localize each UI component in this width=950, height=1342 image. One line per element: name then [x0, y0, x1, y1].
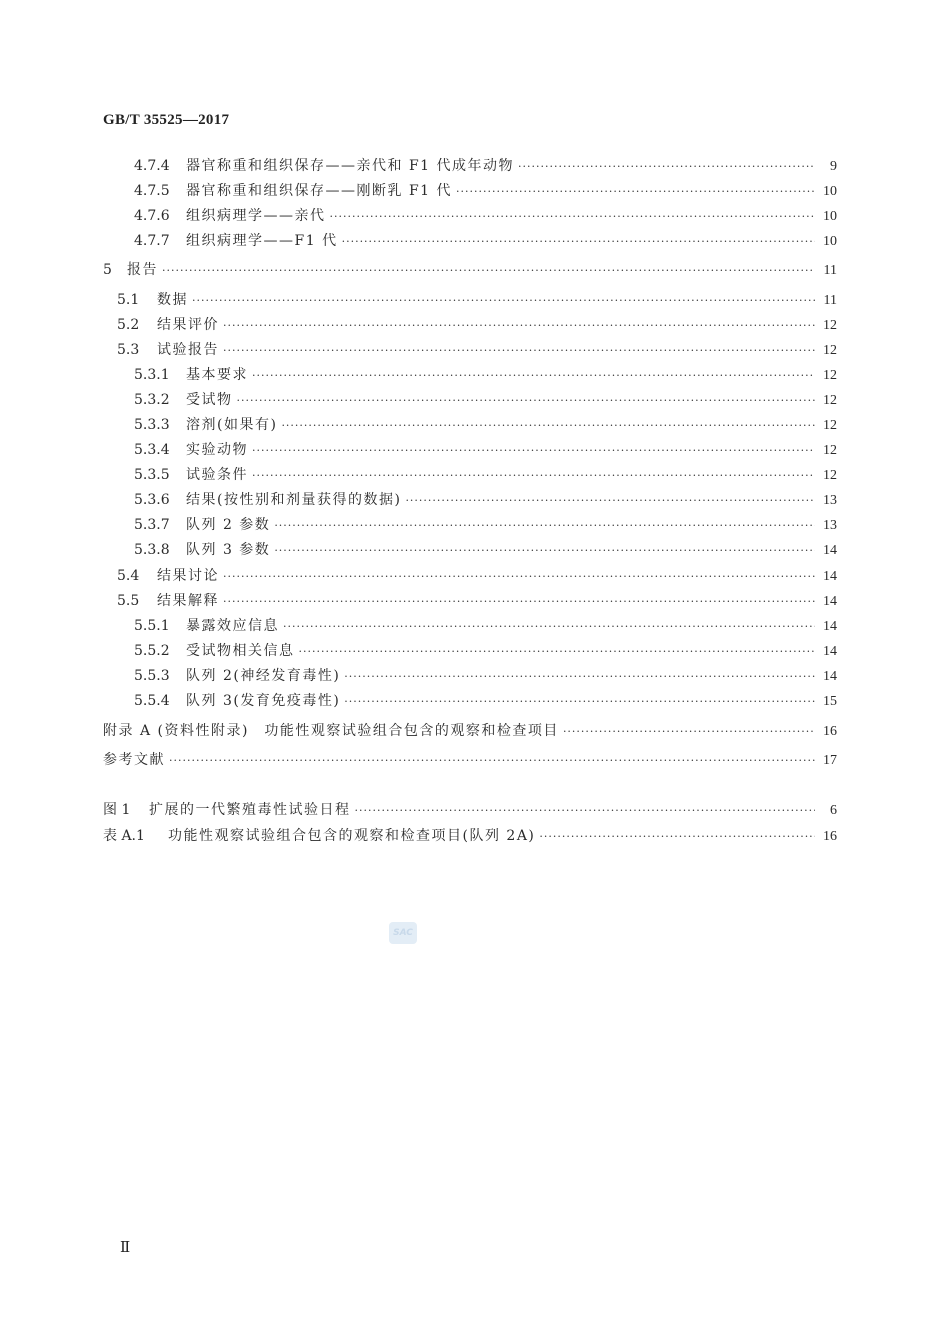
toc-entry-title: 队列 2(神经发育毒性)	[186, 668, 341, 684]
toc-entry-number: 5.5.2	[134, 643, 170, 659]
toc-entry-title: 受试物	[186, 392, 233, 408]
toc-leader-dots	[518, 157, 815, 177]
toc-entry[interactable]	[134, 181, 837, 201]
toc-leader-dots	[405, 491, 815, 511]
toc-leader-dots	[223, 316, 815, 336]
toc-entry[interactable]	[134, 156, 837, 176]
toc-entry[interactable]	[117, 591, 837, 611]
toc-entry-title: 功能性观察试验组合包含的观察和检查项目(队列 2A)	[168, 828, 536, 844]
toc-entry-number: 4.7.7	[134, 233, 170, 249]
sac-logo-text: SAC	[393, 928, 413, 938]
toc-entry-title: 队列 3(发育免疫毒性)	[186, 693, 341, 709]
toc-leader-dots	[355, 801, 816, 821]
toc-leader-dots	[169, 751, 815, 771]
toc-entry-page: 9	[830, 159, 837, 174]
toc-leader-dots	[162, 261, 815, 281]
toc-entry-number: 5.5.1	[134, 618, 170, 634]
toc-entry-page: 10	[823, 209, 837, 224]
toc-entry[interactable]	[117, 290, 837, 310]
toc-leader-dots	[237, 391, 816, 411]
toc-entry[interactable]	[134, 490, 837, 510]
toc-entry-number: 5.5.4	[134, 693, 170, 709]
toc-entry[interactable]	[134, 231, 837, 251]
toc-entry-page: 12	[823, 393, 837, 408]
toc-entry[interactable]	[134, 616, 837, 636]
toc-entry[interactable]	[134, 206, 837, 226]
toc-entry-page: 17	[823, 753, 837, 768]
toc-entry-number: 5.3.5	[134, 467, 170, 483]
toc-entry-page: 11	[823, 293, 837, 308]
toc-entry-number: 5.3.3	[134, 417, 170, 433]
toc-leader-dots	[344, 667, 815, 687]
toc-leader-dots	[283, 617, 815, 637]
toc-leader-dots	[223, 341, 815, 361]
toc-entry-table[interactable]	[103, 826, 837, 846]
toc-entry-page: 14	[823, 644, 837, 659]
toc-entry[interactable]	[134, 390, 837, 410]
page-number: Ⅱ	[120, 1240, 131, 1256]
toc-entry-page: 14	[823, 669, 837, 684]
toc-entry-page: 12	[823, 468, 837, 483]
toc-entry-page: 15	[823, 694, 837, 709]
toc-entry-page: 12	[823, 443, 837, 458]
toc-entry[interactable]	[117, 566, 837, 586]
toc-entry[interactable]	[103, 260, 837, 280]
toc-entry-title: 试验报告	[157, 342, 219, 358]
toc-leader-dots	[563, 722, 815, 742]
toc-entry-title: 受试物相关信息	[186, 643, 295, 659]
toc-entry-page: 16	[823, 724, 837, 739]
toc-entry[interactable]	[134, 641, 837, 661]
toc-entry-number: 5.5.3	[134, 668, 170, 684]
toc-entry-number: 4.7.6	[134, 208, 170, 224]
toc-entry-title: 结果(按性别和剂量获得的数据)	[186, 492, 402, 508]
toc-leader-dots	[539, 827, 815, 847]
toc-entry[interactable]	[134, 465, 837, 485]
toc-entry-title: 组织病理学——亲代	[186, 208, 326, 224]
toc-entry-number: 表 A.1	[103, 828, 145, 844]
toc-entry[interactable]	[134, 440, 837, 460]
toc-entry[interactable]	[117, 340, 837, 360]
toc-leader-dots	[223, 567, 815, 587]
document-id: GB/T 35525—2017	[103, 112, 230, 128]
toc-entry-title: 溶剂(如果有)	[186, 417, 278, 433]
toc-entry-number: 5.3.4	[134, 442, 170, 458]
toc-entry-number: 5.3.2	[134, 392, 170, 408]
toc-entry-title: 附录 A (资料性附录) 功能性观察试验组合包含的观察和检查项目	[103, 723, 559, 739]
toc-entry-page: 12	[823, 318, 837, 333]
toc-leader-dots	[344, 692, 815, 712]
toc-entry-page: 14	[823, 569, 837, 584]
toc-entry-title: 数据	[157, 292, 188, 308]
toc-entry-page: 12	[823, 418, 837, 433]
toc-entry-page: 10	[823, 234, 837, 249]
toc-entry-title: 结果评价	[157, 317, 219, 333]
toc-entry-page: 14	[823, 594, 837, 609]
toc-leader-dots	[456, 182, 815, 202]
toc-entry[interactable]	[134, 666, 837, 686]
toc-entry-title: 扩展的一代繁殖毒性试验日程	[149, 802, 351, 818]
toc-entry-title: 报告	[127, 262, 158, 278]
toc-leader-dots	[252, 366, 815, 386]
toc-entry-page: 11	[823, 263, 837, 278]
toc-entry-page: 14	[823, 543, 837, 558]
toc-leader-dots	[252, 441, 815, 461]
toc-leader-dots	[223, 592, 815, 612]
toc-entry-page: 10	[823, 184, 837, 199]
toc-leader-dots	[192, 291, 815, 311]
toc-entry-title: 参考文献	[103, 752, 165, 768]
toc-entry-title: 结果讨论	[157, 568, 219, 584]
toc-entry-number: 5.1	[117, 292, 140, 308]
toc-entry-title: 器官称重和组织保存——刚断乳 F1 代	[186, 183, 453, 199]
toc-entry-title: 试验条件	[186, 467, 248, 483]
toc-entry-page: 6	[830, 803, 837, 818]
toc-leader-dots	[281, 416, 815, 436]
toc-entry-references[interactable]	[103, 750, 837, 770]
toc-leader-dots	[330, 207, 816, 227]
toc-entry-page: 13	[823, 518, 837, 533]
toc-entry-title: 暴露效应信息	[186, 618, 279, 634]
toc-entry-title: 实验动物	[186, 442, 248, 458]
toc-entry-page: 14	[823, 619, 837, 634]
toc-entry-number: 4.7.4	[134, 158, 170, 174]
toc-entry-number: 4.7.5	[134, 183, 170, 199]
toc-entry-title: 器官称重和组织保存——亲代和 F1 代成年动物	[186, 158, 515, 174]
toc-entry-number: 5	[103, 262, 112, 278]
toc-entry-page: 13	[823, 493, 837, 508]
toc-entry-title: 队列 2 参数	[186, 517, 271, 533]
toc-entry-title: 基本要求	[186, 367, 248, 383]
toc-entry-number: 5.2	[117, 317, 140, 333]
toc-entry[interactable]	[134, 365, 837, 385]
toc-entry-number: 5.3.1	[134, 367, 170, 383]
toc-entry[interactable]	[134, 415, 837, 435]
toc-leader-dots	[252, 466, 815, 486]
toc-entry-page: 16	[823, 829, 837, 844]
toc-leader-dots	[299, 642, 816, 662]
toc-entry-number: 5.3.7	[134, 517, 170, 533]
toc-entry-number: 5.5	[117, 593, 140, 609]
toc-entry-number: 5.4	[117, 568, 140, 584]
toc-entry-page: 12	[823, 368, 837, 383]
toc-leader-dots	[274, 541, 815, 561]
toc-entry-appendix[interactable]	[103, 721, 837, 741]
toc-entry[interactable]	[134, 540, 837, 560]
toc-entry-title: 组织病理学——F1 代	[186, 233, 338, 249]
toc-entry-number: 5.3	[117, 342, 140, 358]
toc-entry-number: 图 1	[103, 802, 131, 818]
toc-entry[interactable]	[134, 691, 837, 711]
sac-watermark-logo	[389, 922, 417, 944]
toc-entry-figure[interactable]	[103, 800, 837, 820]
toc-entry-page: 12	[823, 343, 837, 358]
toc-entry-number: 5.3.8	[134, 542, 170, 558]
toc-entry[interactable]	[117, 315, 837, 335]
toc-leader-dots	[342, 232, 815, 252]
toc-entry-title: 队列 3 参数	[186, 542, 271, 558]
toc-entry-title: 结果解释	[157, 593, 219, 609]
toc-entry-number: 5.3.6	[134, 492, 170, 508]
toc-entry[interactable]	[134, 515, 837, 535]
toc-leader-dots	[274, 516, 815, 536]
